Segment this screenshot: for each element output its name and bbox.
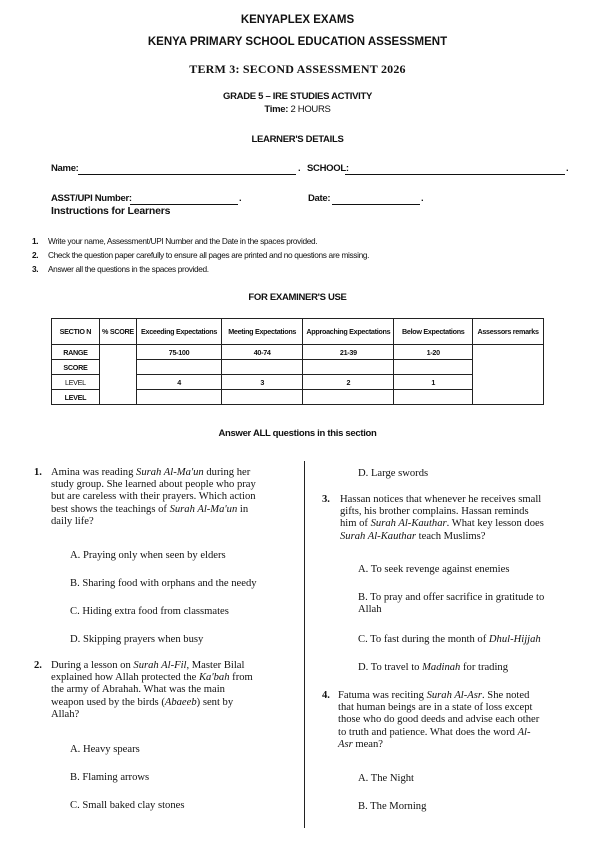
instruction-item — [32, 236, 317, 246]
remarks-cell[interactable] — [473, 345, 544, 405]
school-dot: . — [566, 163, 569, 174]
time-label: Time: — [264, 104, 289, 115]
table-cell: 40-74 — [221, 345, 302, 360]
instruction-num: 1. — [32, 236, 39, 246]
instruction-text: Write your name, Assessment/UPI Number and the Date in the spaces provided. — [48, 236, 318, 246]
name-dot: . — [298, 163, 301, 174]
option-c[interactable]: C. To fast during the month of Dhul-Hijjah — [358, 634, 541, 645]
option-c[interactable]: C. Small baked clay stones — [70, 800, 185, 811]
table-cell: 1-20 — [394, 345, 473, 360]
table-cell[interactable] — [394, 390, 473, 405]
option-d[interactable]: D. Large swords — [358, 468, 429, 479]
examiner-title: FOR EXAMINER'S USE — [248, 292, 347, 303]
instruction-item — [32, 250, 369, 260]
grade-title: GRADE 5 – IRE STUDIES ACTIVITY — [222, 91, 372, 102]
table-cell[interactable] — [137, 390, 222, 405]
option-c[interactable]: C. Hiding extra food from classmates — [70, 606, 229, 617]
option-a[interactable]: A. The Night — [358, 773, 415, 784]
question-number: 1. — [34, 467, 42, 478]
table-cell: 21-39 — [303, 345, 394, 360]
header-below: Below Expectations — [394, 319, 473, 345]
school-field[interactable] — [345, 174, 565, 175]
question-number: 4. — [322, 690, 330, 701]
table-cell[interactable] — [303, 360, 394, 375]
option-b[interactable]: B. The Morning — [358, 801, 427, 812]
instruction-num: 3. — [32, 264, 39, 274]
header-exceeding: Exceeding Expectations — [137, 319, 222, 345]
row-label: SCORE — [52, 360, 100, 375]
score-cell[interactable] — [99, 345, 136, 405]
table-cell[interactable] — [221, 390, 302, 405]
question-1-text: Amina was reading Surah Al-Ma'un during her study group. She learned about people who pray but are careless with their prayers. Which action best shows the teachings of Surah Al-Ma'un in daily life? — [51, 467, 256, 527]
table-cell[interactable] — [137, 360, 222, 375]
option-b[interactable]: B. Sharing food with orphans and the needy — [70, 578, 257, 589]
header-approaching: Approaching Expectations — [303, 319, 394, 345]
question-4-text: Fatuma was reciting Surah Al-Asr. She noted that human beings are in a state of loss except those who do good deeds and advise each other to truth and patience. What does the word Al- Asr mean? — [338, 690, 540, 750]
table-cell[interactable] — [394, 360, 473, 375]
name-field[interactable] — [78, 174, 296, 175]
table-cell: 4 — [137, 375, 222, 390]
date-label: Date: — [308, 193, 331, 204]
table-row — [52, 345, 544, 360]
header-section: SECTIO N — [52, 319, 100, 345]
instruction-text: Answer all the questions in the spaces provided. — [48, 264, 209, 274]
row-label: LEVEL — [52, 375, 100, 390]
examiner-table — [51, 318, 544, 405]
assessment-title: KENYA PRIMARY SCHOOL EDUCATION ASSESSMENT — [147, 36, 448, 48]
question-number: 2. — [34, 660, 42, 671]
instruction-text: Check the question paper carefully to ensure all pages are printed and no questions are missing. — [48, 250, 370, 260]
asst-dot: . — [239, 193, 242, 204]
asst-label: ASST/UPI Number: — [51, 193, 132, 204]
date-dot: . — [421, 193, 424, 204]
school-label: SCHOOL: — [307, 163, 349, 174]
header-meeting: Meeting Expectations — [221, 319, 302, 345]
column-divider — [304, 461, 305, 828]
table-cell: 2 — [303, 375, 394, 390]
time-line — [0, 104, 595, 115]
table-cell: 1 — [394, 375, 473, 390]
time-value: 2 HOURS — [290, 104, 331, 115]
instruction-item — [32, 264, 209, 274]
header-remarks: Assessors remarks — [473, 319, 544, 345]
question-2-text: During a lesson on Surah Al-Fil, Master Bilal explained how Allah protected the Ka'bah from the army of Abrahah. What was the main weapon used by the birds (Abaeeb) sent by Allah? — [51, 660, 253, 720]
option-b[interactable]: B. To pray and offer sacrifice in gratitude to Allah — [358, 592, 545, 616]
table-cell: 75-100 — [137, 345, 222, 360]
option-d[interactable]: D. Skipping prayers when busy — [70, 634, 204, 645]
date-field[interactable] — [332, 204, 420, 205]
option-a[interactable]: A. Praying only when seen by elders — [70, 550, 226, 561]
name-label: Name: — [51, 163, 79, 174]
term-title: TERM 3: SECOND ASSESSMENT 2026 — [189, 62, 406, 76]
question-3-text: Hassan notices that whenever he receives small gifts, his brother complains. Hassan reminds him of Surah Al-Kauthar. What key lesson does Surah Al-Kauthar teach Muslims? — [340, 494, 544, 542]
row-label: LEVEL — [52, 390, 100, 405]
learner-details-title: LEARNER'S DETAILS — [251, 134, 344, 145]
header-score: % SCORE — [99, 319, 136, 345]
row-label: RANGE — [52, 345, 100, 360]
table-cell: 3 — [221, 375, 302, 390]
option-a[interactable]: A. Heavy spears — [70, 744, 140, 755]
org-title: KENYAPLEX EXAMS — [240, 14, 355, 26]
table-cell[interactable] — [303, 390, 394, 405]
instruction-num: 2. — [32, 250, 39, 260]
section-instruction: Answer ALL questions in this section — [218, 428, 377, 439]
option-d[interactable]: D. To travel to Madinah for trading — [358, 662, 509, 673]
question-number: 3. — [322, 494, 330, 505]
table-cell[interactable] — [221, 360, 302, 375]
option-b[interactable]: B. Flaming arrows — [70, 772, 150, 783]
option-a[interactable]: A. To seek revenge against enemies — [358, 564, 510, 575]
table-header-row — [52, 319, 544, 345]
instructions-title: Instructions for Learners — [51, 205, 171, 217]
